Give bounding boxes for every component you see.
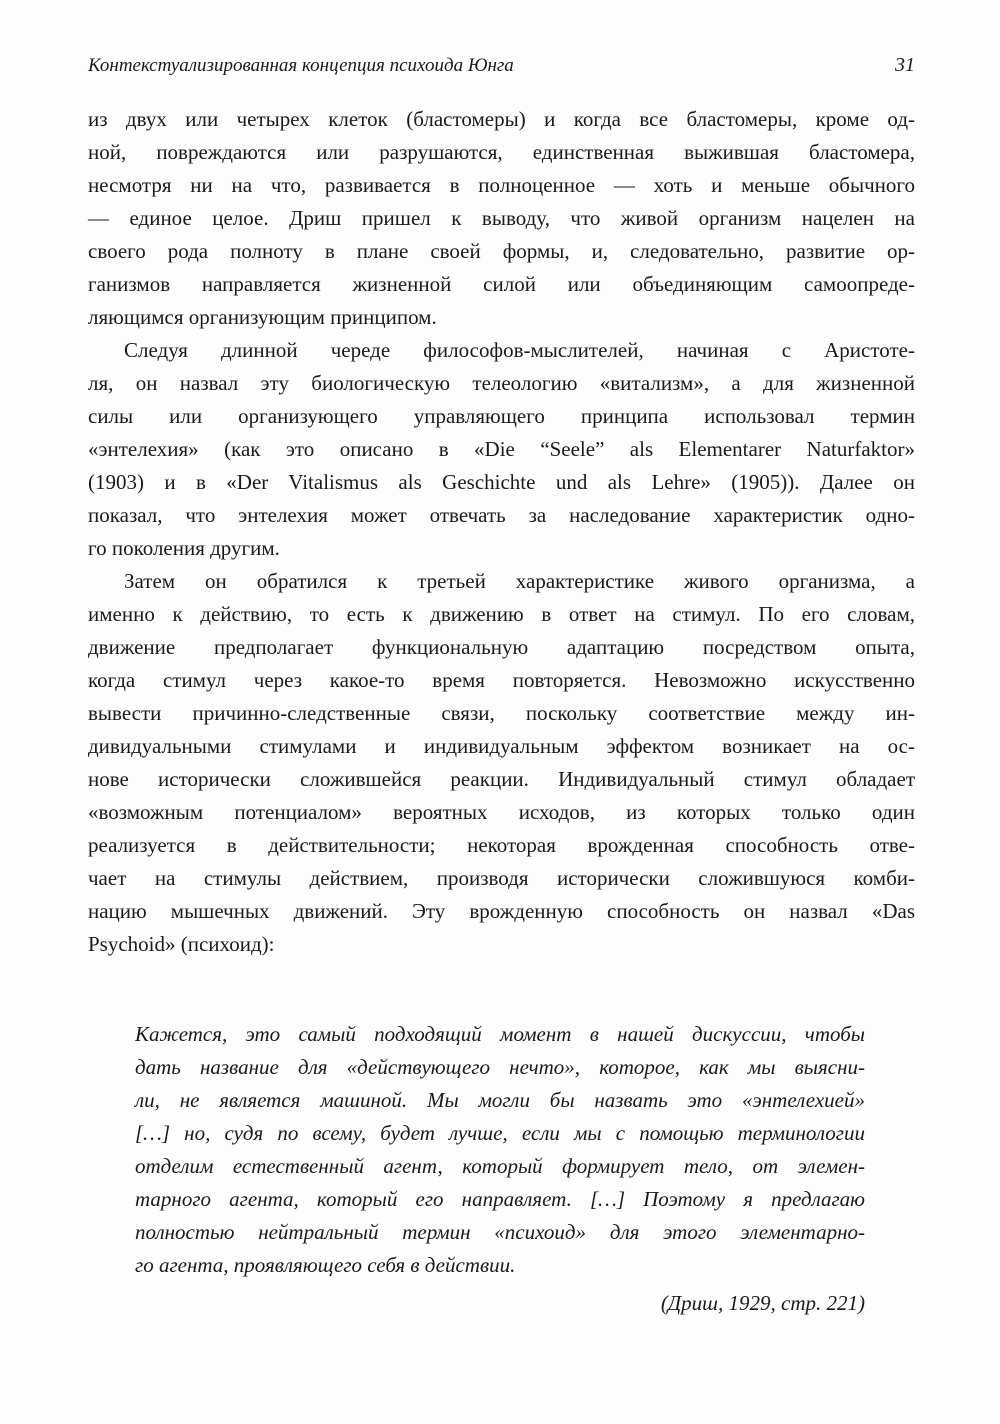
text-line: нацию мышечных движений. Эту врожденную способность он назвал «Das [88,899,915,923]
text-line: дивидуальными стимулами и индивидуальным эффектом возникает на ос- [88,734,915,758]
text-line: Следуя длинной череде философов-мыслителей, начиная с Аристоте- [124,338,915,362]
text-line: (1903) и в «Der Vitalismus als Geschichte und als Lehre» (1905)). Далее он [88,470,915,494]
quote-line: го агента, проявляющего себя в действии. [135,1253,516,1277]
block-quote [135,1018,865,1282]
text-line: ля, он назвал эту биологическую телеологию «витализм», а для жизненной [88,371,915,395]
text-line: ной, повреждаются или разрушаются, единственная выжившая бластомера, [88,140,915,164]
text-line: ганизмов направляется жизненной силой или объединяющим самоопреде- [88,272,915,296]
quote-line: тарного агента, который его направляет. […] Поэтому я предлагаю [135,1187,865,1211]
text-line: показал, что энтелехия может отвечать за наследование характеристик одно- [88,503,915,527]
quote-line: отделим естественный агент, который формирует тело, от элемен- [135,1154,865,1178]
quote-line: Кажется, это самый подходящий момент в нашей дискуссии, чтобы [135,1022,865,1046]
text-line: движение предполагает функциональную адаптацию посредством опыта, [88,635,915,659]
paragraph [88,103,915,334]
text-line: силы или организующего управляющего принципа использовал термин [88,404,915,428]
text-line: чает на стимулы действием, производя исторически сложившуюся комби- [88,866,915,890]
text-line: «энтелехия» (как это описано в «Die “Seele” als Elementarer Naturfaktor» [88,437,915,461]
text-line: из двух или четырех клеток (бластомеры) и когда все бластомеры, кроме од- [88,107,915,131]
text-line: реализуется в действительности; некоторая врожденная способность отве- [88,833,915,857]
text-line: когда стимул через какое-то время повторяется. Невозможно искусственно [88,668,915,692]
text-line: именно к действию, то есть к движению в ответ на стимул. По его словам, [88,602,915,626]
page-number: 31 [895,54,915,76]
paragraph [88,334,915,565]
text-line: — единое целое. Дриш пришел к выводу, что живой организм нацелен на [88,206,915,230]
text-line: «возможным потенциалом» вероятных исходов, из которых только один [88,800,915,824]
quote-line: дать название для «действующего нечто», которое, как мы выясни- [135,1055,865,1079]
text-line: нове исторически сложившейся реакции. Индивидуальный стимул обладает [88,767,915,791]
text-line: ляющимся организующим принципом. [88,305,437,329]
quote-line: ли, не является машиной. Мы могли бы назвать это «энтелехией» [135,1088,865,1112]
text-line: Psychoid» (психоид): [88,932,275,956]
text-line: Затем он обратился к третьей характеристике живого организма, а [124,569,915,593]
text-line: го поколения другим. [88,536,280,560]
quote-line: полностью нейтральный термин «психоид» для этого элементарно- [135,1220,865,1244]
text-line: своего рода полноту в плане своей формы, и, следовательно, развитие ор- [88,239,915,263]
quote-attribution: (Дриш, 1929, стр. 221) [660,1291,865,1315]
text-line: вывести причинно-следственные связи, поскольку соответствие между ин- [88,701,915,725]
running-head [88,52,915,79]
text-line: несмотря ни на что, развивается в полноценное — хоть и меньше обычного [88,173,915,197]
paragraph [88,565,915,961]
running-title: Контекстуализированная концепция психоида Юнга [88,55,514,76]
body-text [88,103,915,1320]
quote-line: […] но, судя по всему, будет лучше, если мы с помощью терминологии [135,1121,865,1145]
